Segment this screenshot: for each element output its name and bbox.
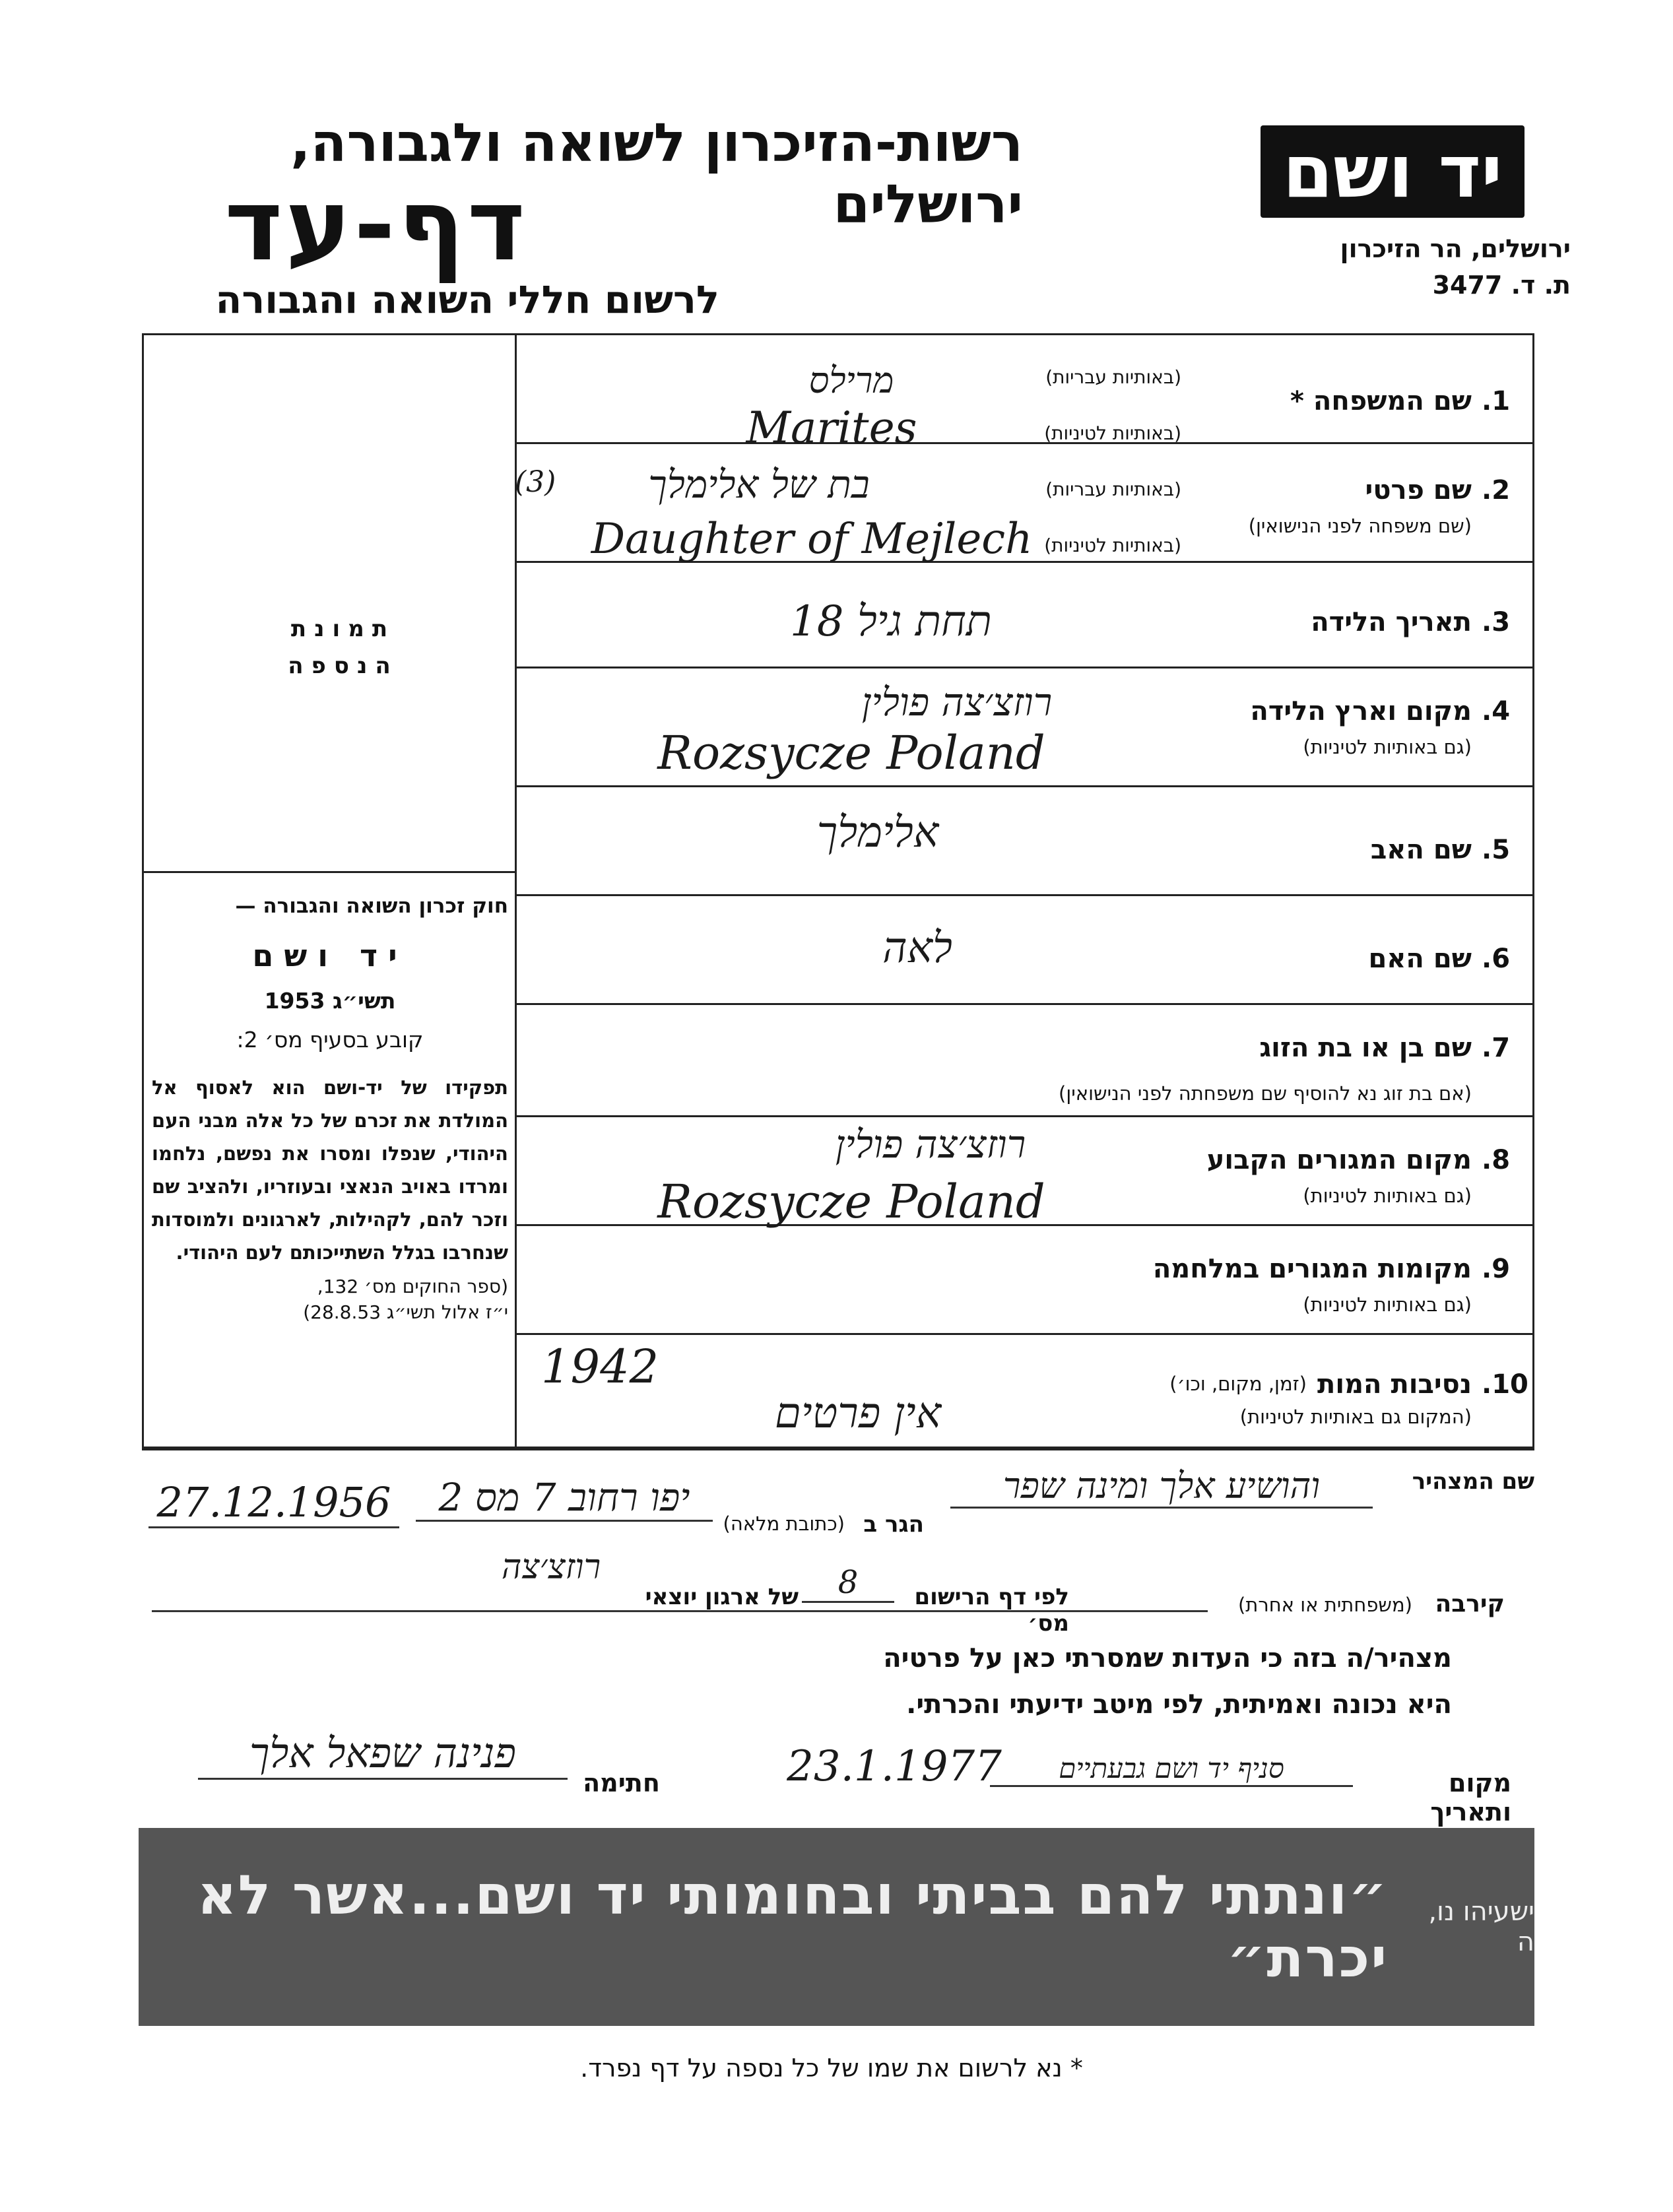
law-title: חוק זכרון השואה והגבורה —: [235, 894, 508, 918]
field-2-mark: (3): [515, 465, 556, 499]
field-4-note: (גם באותיות לטיניות): [1303, 736, 1472, 758]
law-section: קובע בסעיף מס׳ 2:: [236, 1027, 424, 1053]
field-1-sub-latin: (באותיות לטיניות): [1044, 422, 1181, 444]
field-10-sub: (זמן, מקום, וכו׳): [1169, 1373, 1307, 1395]
row-divider: [517, 1003, 1534, 1005]
declaration-line-1: מצהיר/ה בזה כי העדות שמסרתי כאן על פרטיה: [883, 1643, 1452, 1674]
footnote: * נא לרשום את שמו של כל נספה על דף נפרד.: [580, 2054, 1083, 2083]
row-divider: [517, 785, 1534, 787]
organization-label: של ארגון יוצאי: [645, 1584, 799, 1610]
field-6-label: שם האם: [1368, 944, 1472, 974]
law-reference-date: י״ז אלול תשי״ג 28.8.53): [303, 1301, 508, 1323]
photo-label-line: הנספה: [288, 653, 399, 679]
row-divider: [517, 894, 1534, 896]
place-date-label: מקום ותאריך: [1430, 1769, 1511, 1827]
field-4-label: מקום וארץ הלידה: [1250, 696, 1472, 727]
yad-vashem-logo: יד ושם: [1261, 125, 1525, 218]
field-10-label: נסיבות המות: [1317, 1369, 1472, 1400]
section-divider: [142, 1448, 1534, 1450]
field-6-value: לאה: [882, 924, 952, 973]
signing-date-value: 23.1.1977: [787, 1742, 1002, 1791]
declarant-name-value: והושיע אלך ומינה שפר: [950, 1465, 1373, 1509]
field-8-number: 8.: [1482, 1145, 1511, 1175]
field-8-value-hebrew: רוזצ׳צה פולין: [835, 1122, 1026, 1167]
declarant-address-value: יפו רחוב 7 מס 2: [416, 1475, 713, 1522]
logo-city: ירושלים, הר הזיכרון: [1340, 234, 1571, 263]
field-6-number: 6.: [1482, 944, 1511, 974]
field-1-sub-hebrew: (באותיות עבריות): [1045, 366, 1181, 388]
field-1-number: 1.: [1482, 386, 1511, 416]
field-1-value-hebrew: מרילס: [808, 360, 894, 401]
organization-value: רוזצ׳צה: [501, 1547, 601, 1587]
field-5-label: שם האב: [1370, 835, 1472, 865]
field-2-value-hebrew: בת של אלימלך: [648, 462, 870, 507]
field-2-sub-latin: (באותיות לטיניות): [1044, 535, 1181, 556]
field-8-note: (גם באותיות לטיניות): [1303, 1185, 1472, 1207]
declarant-date-value: 27.12.1956: [148, 1478, 399, 1528]
field-2-sub-hebrew: (באותיות עבריות): [1045, 478, 1181, 500]
row-divider: [517, 1115, 1534, 1117]
field-8-label: מקום המגורים הקבוע: [1206, 1145, 1472, 1175]
field-2-number: 2.: [1482, 475, 1511, 505]
registry-label: לפי דף הרישום מס׳: [914, 1584, 1069, 1637]
field-7-number: 7.: [1482, 1033, 1511, 1063]
declarant-address-note: (כתובת מלאה): [723, 1513, 845, 1535]
signature-value: פנינה שפאל אלך: [198, 1729, 568, 1780]
field-10-value-year: 1942: [541, 1340, 659, 1394]
logo-pobox: ת. ד. 3477: [1432, 271, 1571, 300]
form-title: דף-עד: [224, 168, 528, 283]
field-4-value-hebrew: רוזצ׳צה פולין: [861, 680, 1053, 725]
field-3-number: 3.: [1482, 607, 1511, 637]
field-3-label: תאריך הלידה: [1311, 607, 1472, 637]
field-2-label: שם פרטי: [1365, 475, 1472, 505]
field-9-label: מקומות המגורים במלחמה: [1152, 1254, 1472, 1284]
kinship-line: [152, 1610, 1208, 1612]
law-divider: [142, 871, 515, 873]
field-5-value: אלימלך: [816, 808, 939, 857]
column-divider: [515, 333, 517, 1448]
declaration-line-2: היא נכונה ואמיתית, לפי מיטב ידיעתי והכרתי.: [906, 1689, 1452, 1720]
field-3-value: תחת גיל 18: [790, 597, 992, 646]
declarant-resides-label: הגר ב: [863, 1511, 924, 1538]
kinship-note: (משפחתית או אחרת): [1237, 1594, 1412, 1616]
declarant-name-label: שם המצהיר: [1412, 1468, 1534, 1495]
law-year: תשי״ג 1953: [264, 988, 396, 1014]
row-divider: [517, 667, 1534, 668]
field-5-number: 5.: [1482, 835, 1511, 865]
banner-source: ישעיהו נו, ה: [1428, 1897, 1534, 1957]
field-7-note: (אם בת זוג נא להוסיף שם משפחתה לפני הנישואין): [1059, 1082, 1472, 1105]
row-divider: [517, 1333, 1534, 1335]
field-2-value-latin: Daughter of Mejlech: [591, 515, 1033, 564]
form-subtitle: לרשום חללי השואה והגבורה: [215, 277, 719, 322]
quote-banner: [139, 1828, 1534, 2026]
field-10-note: (המקום גם באותיות לטיניות): [1239, 1406, 1472, 1428]
registry-number: 8: [802, 1564, 894, 1603]
field-9-number: 9.: [1482, 1254, 1511, 1284]
signing-place-value: סניף יד ושם גבעתיים: [990, 1752, 1353, 1787]
field-8-value-latin: Rozsycze Poland: [657, 1175, 1045, 1229]
banner-quote: ״ונתתי להם בביתי ובחומותי יד ושם...אשר לא יכרת״: [197, 1864, 1389, 1990]
field-10-number: 10.: [1482, 1369, 1528, 1400]
field-9-note: (גם באותיות לטיניות): [1303, 1293, 1472, 1316]
signature-label: חתימה: [583, 1769, 660, 1798]
field-4-value-latin: Rozsycze Poland: [657, 726, 1045, 780]
authority-title: רשות-הזיכרון לשואה ולגבורה, ירושלים: [290, 112, 1023, 235]
field-1-label: שם המשפחה *: [1290, 386, 1472, 416]
law-reference: (ספר החוקים מס׳ 132,: [317, 1276, 508, 1297]
field-7-label: שם בן או בת הזוג: [1259, 1033, 1472, 1063]
photo-placeholder-label: [251, 610, 436, 684]
kinship-label: קירבה: [1435, 1590, 1505, 1617]
law-name: יד ושם: [252, 938, 408, 973]
law-text: תפקידו של יד-ושם הוא לאסוף אל המולדת את זכרם של כל אלה מבני העם היהודי, שנפלו ומסרו את נפשם, נלחמו ומרדו באויב הנאצי ובעוזריו, ולהציב שם וזכר להם, לקהילות, לארגונים ולמוסדות שנחרבו בגלל השתייכותם לעם היהודי.: [152, 1076, 508, 1264]
field-10-value: אין פרטים: [774, 1389, 942, 1438]
photo-label-line: תמונת: [290, 616, 396, 642]
field-2-note: (שם משפחה לפני הנישואין): [1248, 515, 1472, 537]
field-4-number: 4.: [1482, 696, 1511, 727]
field-1-value-latin: Marites: [746, 403, 917, 453]
law-box: [152, 894, 508, 1323]
